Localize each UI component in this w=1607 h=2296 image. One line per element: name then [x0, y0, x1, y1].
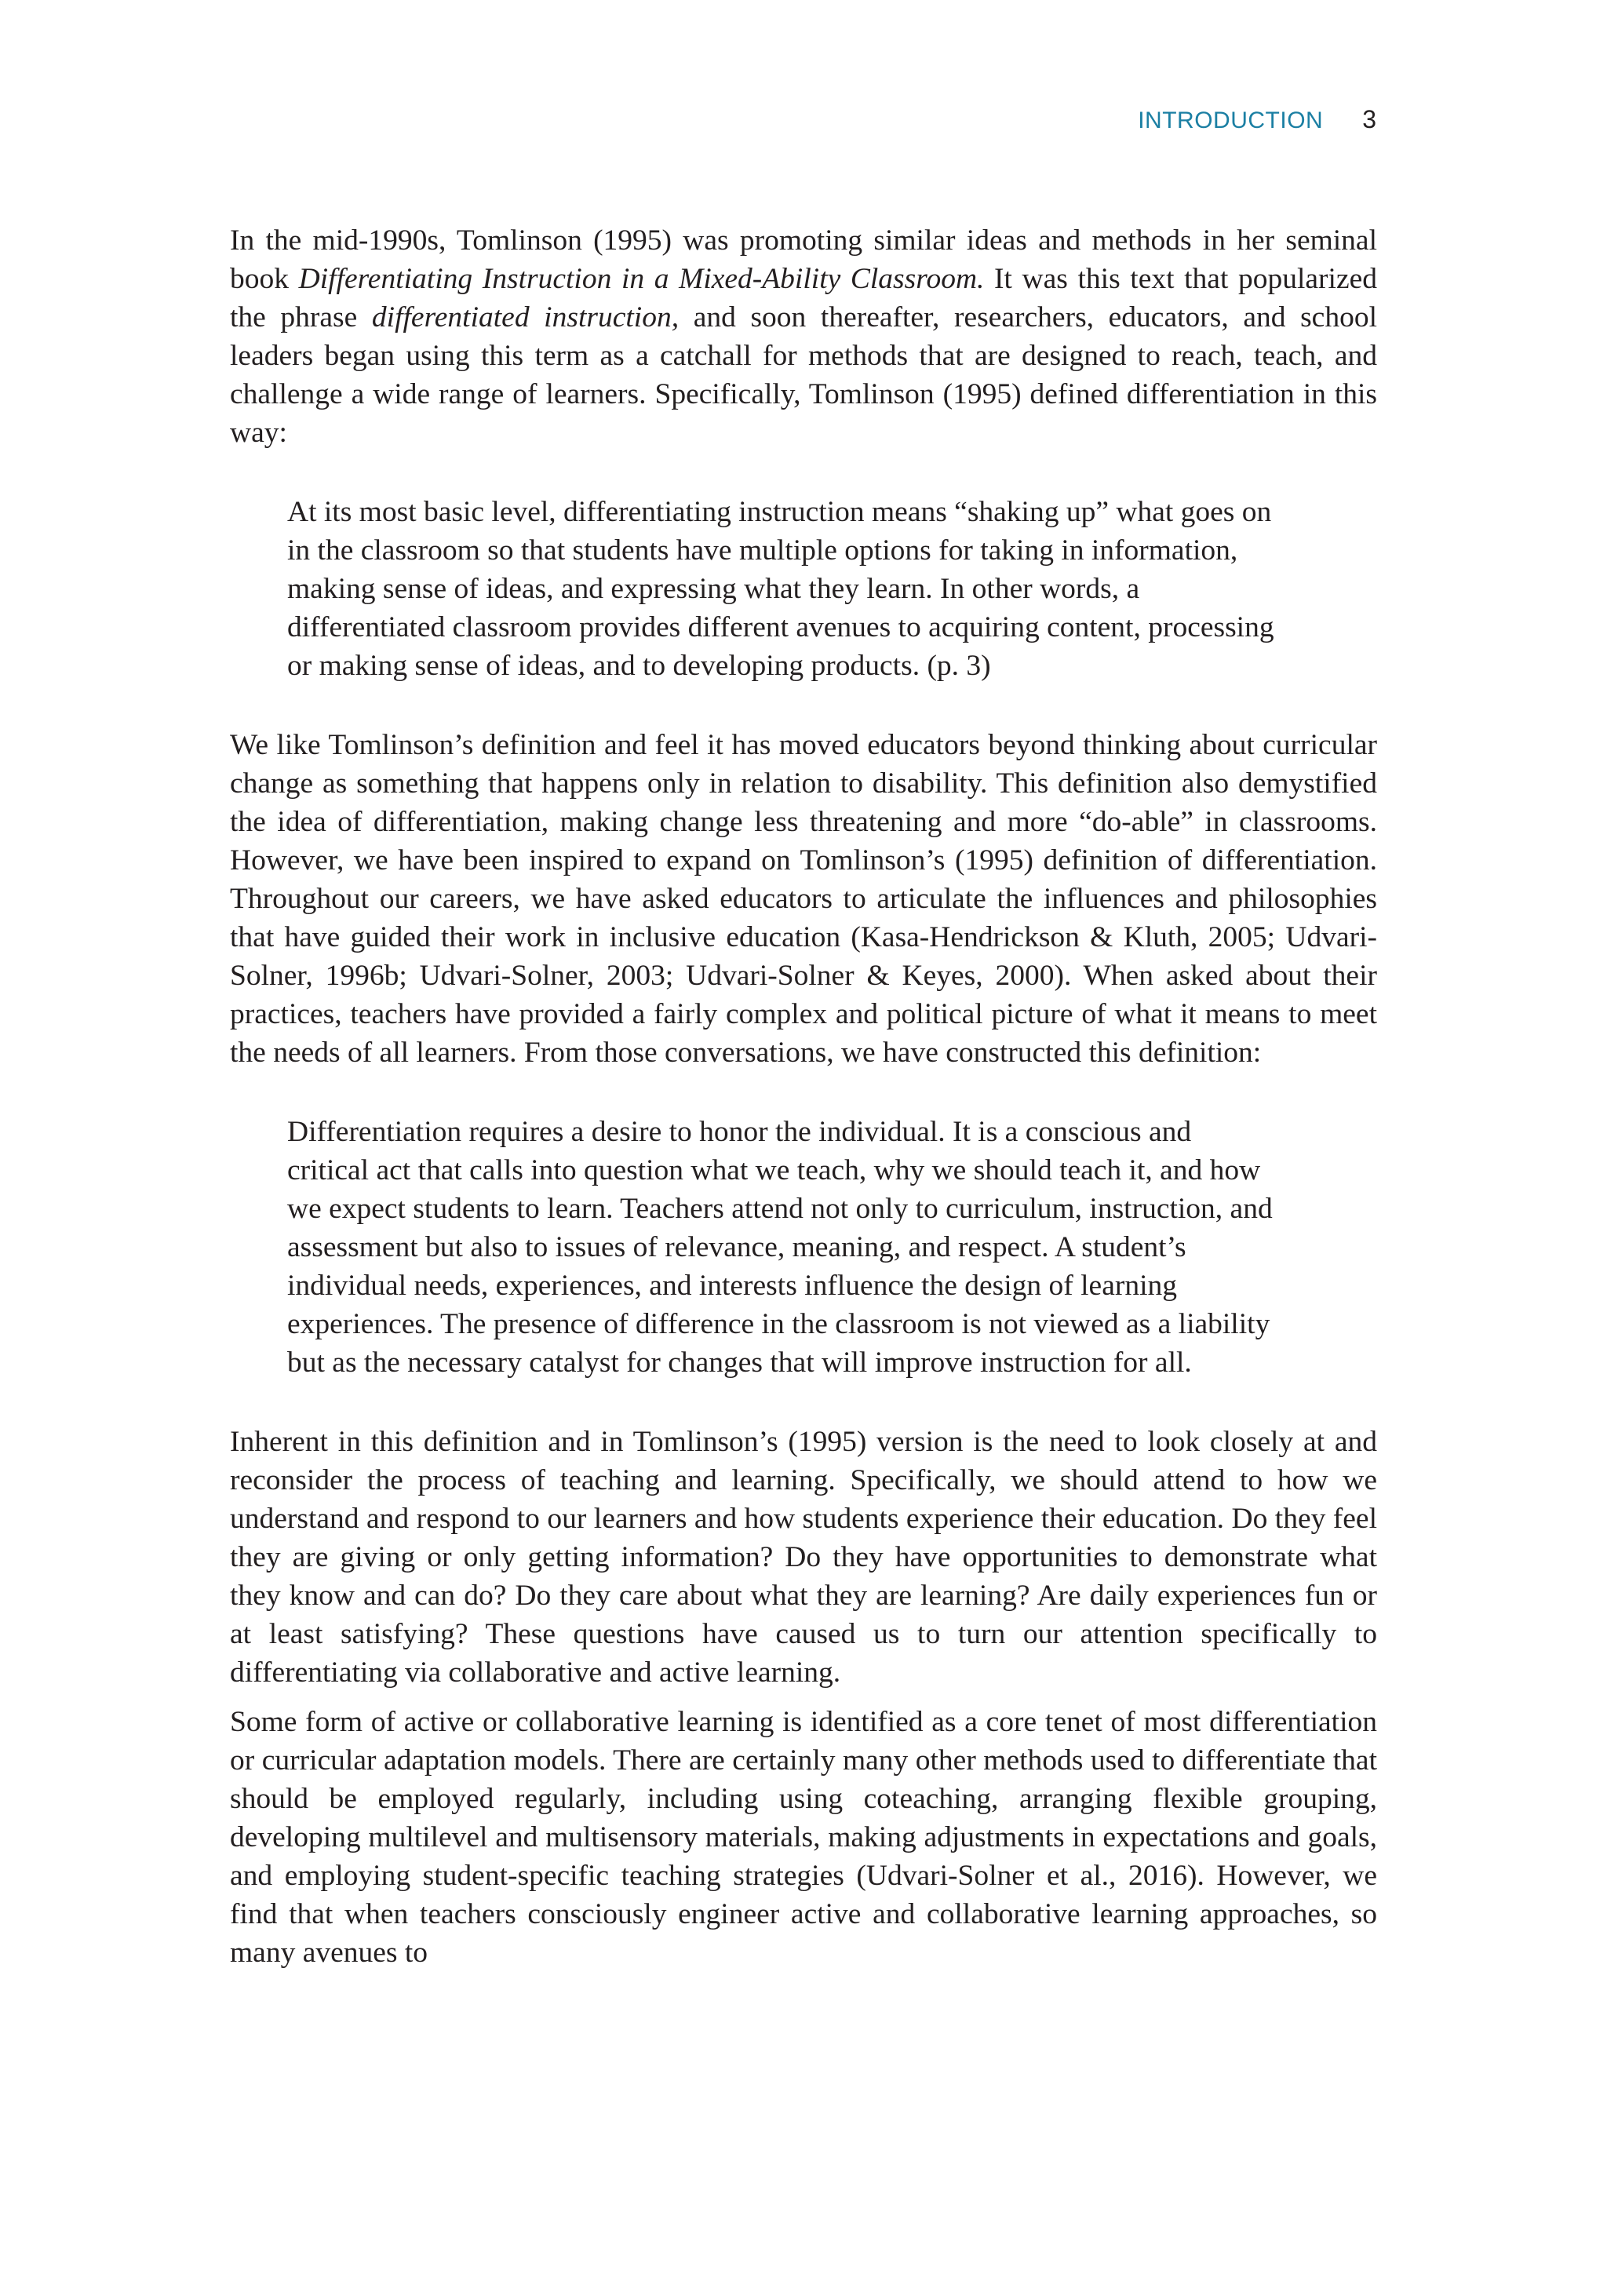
- book-title: Differentiating Instruction in a Mixed-Ability Classroom.: [298, 263, 985, 295]
- paragraph-1-text-c: and soon thereafter, researchers, educators, and school leaders began using this term as a catchall for methods that are designed to reach, teach, and challenge a wide range of learners. Specifically, Tomlinson (1995) defined differentiation in this way:: [230, 301, 1377, 449]
- block-quote-definition-text: Differentiation requires a desire to honor the individual. It is a conscious and critical act that calls into question what we teach, why we should teach it, and how we expect students to learn. Teachers attend not only to curriculum, instruction, and assessment but also to issues of relevance, meaning, and respect. A student’s individual needs, experiences, and interests influence the design of learning experiences. The presence of difference in the classroom is not viewed as a liability but as the necessary catalyst for changes that will improve instruction for all.: [287, 1116, 1273, 1379]
- paragraph-1-text-b: It was this text that popularized the phrase: [230, 263, 1377, 333]
- page-number: 3: [1362, 105, 1376, 133]
- page-header: [1138, 105, 1376, 134]
- body-text: [230, 221, 1377, 1983]
- paragraph-3: Inherent in this definition and in Tomlinson’s (1995) version is the need to look closely at and reconsider the process of teaching and learning. Specifically, we should attend to how we understand and respond to our learners and how students experience their education. Do they feel they are giving or only getting information? Do they have opportunities to demonstrate what they know and can do? Do they care about what they are learning? Are daily experiences fun or at least satisfying? These questions have caused us to turn our attention specifically to differentiating via collaborative and active learning.: [230, 1426, 1377, 1689]
- running-head: INTRODUCTION: [1138, 108, 1324, 133]
- block-quote-tomlinson: [287, 493, 1276, 685]
- paragraph-2: We like Tomlinson’s definition and feel it has moved educators beyond thinking about curricular change as something that happens only in relation to disability. This definition also demystified the idea of differentiation, making change less threatening and more “do-able” in classrooms. However, we have been inspired to expand on Tomlinson’s (1995) definition of differentiation. Throughout our careers, we have asked educators to articulate the influences and philosophies that have guided their work in inclusive education (Kasa-Hendrickson & Kluth, 2005; Udvari-Solner, 1996b; Udvari-Solner, 2003; Udvari-Solner & Keyes, 2000). When asked about their practices, teachers have provided a fairly complex and political picture of what it means to meet the needs of all learners. From those conversations, we have constructed this definition:: [230, 729, 1377, 1069]
- paragraph-1-text-a: In the mid-1990s, Tomlinson (1995) was promoting similar ideas and methods in her seminal book: [230, 224, 1377, 295]
- paragraph-1: [230, 221, 1377, 452]
- block-quote-definition: [287, 1113, 1276, 1382]
- paragraph-4: Some form of active or collaborative learning is identified as a core tenet of most differentiation or curricular adaptation models. There are certainly many other methods used to differentiate that should be employed regularly, including using coteaching, arranging flexible grouping, developing multilevel and multisensory materials, making adjustments in expectations and goals, and employing student-specific teaching strategies (Udvari-Solner et al., 2016). However, we find that when teachers consciously engineer active and collaborative learning approaches, so many avenues to: [230, 1706, 1377, 1969]
- block-quote-tomlinson-text: At its most basic level, differentiating instruction means “shaking up” what goes on in the classroom so that students have multiple options for taking in information, making sense of ideas, and expressing what they learn. In other words, a differentiated classroom provides different avenues to acquiring content, processing or making sense of ideas, and to developing products. (p. 3): [287, 496, 1274, 682]
- key-phrase: differentiated instruction,: [371, 301, 680, 333]
